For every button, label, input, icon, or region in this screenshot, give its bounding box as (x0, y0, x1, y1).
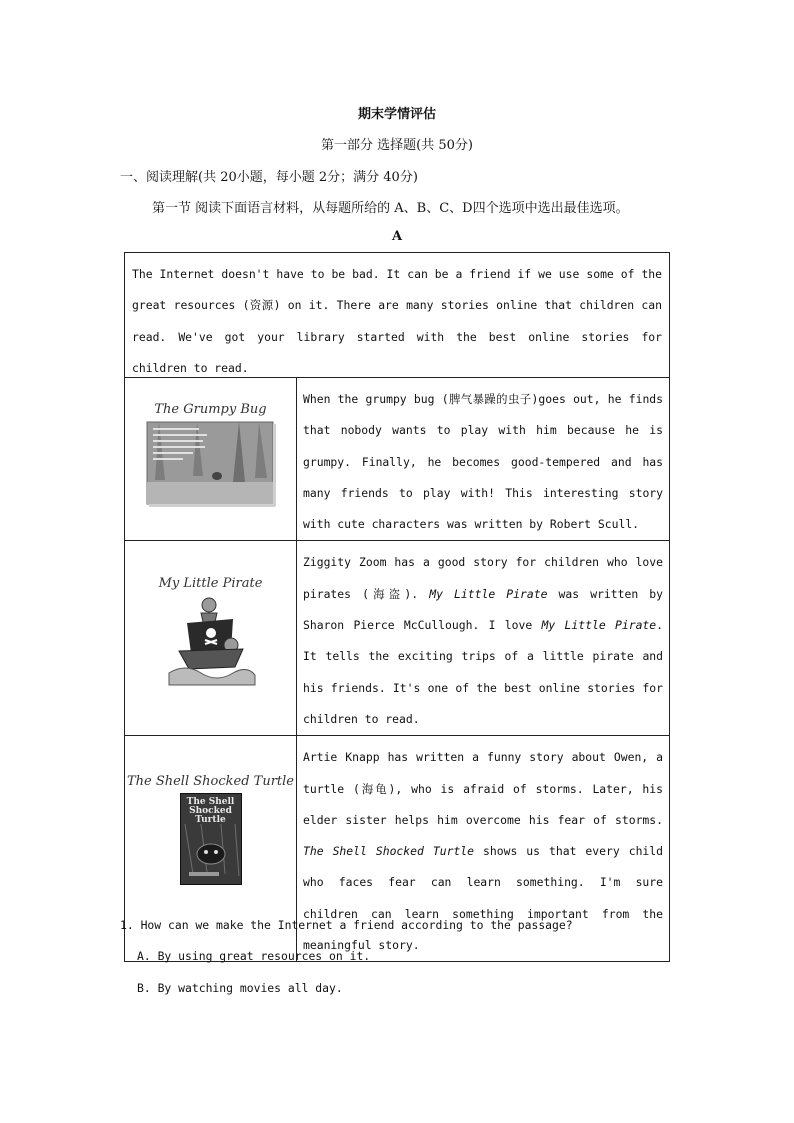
book-desc-grumpy-bug: When the grumpy bug (脾气暴躁的虫子)goes out, he finds that nobody wants to play with him because he is grumpy. Finally, he becomes good-tempered and has many friends to play with! This interesting story with cute characters was written by Robert Scull. (303, 392, 664, 532)
book-row-little-pirate (125, 541, 670, 736)
passage-letter: A (391, 229, 403, 244)
option-b[interactable]: B. By watching movies all day. (137, 981, 343, 995)
passage-intro: The Internet doesn't have to be bad. It can be a friend if we use some of the great resources (资源) on it. There are many stories online that children can read. We've got your library started with the best online stories for children to read. (132, 267, 663, 375)
passage-table (124, 252, 670, 962)
pirate-ship-image (163, 593, 259, 689)
emphasized-title: My Little Pirate (541, 618, 657, 633)
exam-title: 期末学情评估 (357, 107, 436, 122)
emphasized-title: The Shell Shocked Turtle (303, 844, 475, 859)
book-desc-little-pirate: Ziggity Zoom has a good story for children who love pirates (海盗). My Little Pirate was written by Sharon Pierce McCullough. I love My Little Pirate. It tells the exciting trips of a little pirate and his friends. It's one of the best online stories for children to read. (303, 555, 664, 726)
cover-title-text: The Shell Shocked Turtle (186, 797, 235, 826)
book-row-grumpy-bug (125, 378, 670, 541)
emphasized-title: My Little Pirate (429, 586, 548, 601)
turtle-icon (181, 824, 241, 884)
book-title-grumpy-bug: The Grumpy Bug (154, 402, 267, 417)
grumpy-bug-cover-image (145, 420, 277, 508)
book-title-shell-shocked-turtle: The Shell Shocked Turtle (126, 774, 295, 790)
turtle-cover-image (180, 793, 242, 885)
intro-row (125, 253, 670, 378)
book-title-little-pirate: My Little Pirate (158, 576, 263, 592)
instruction-text: 第一节 阅读下面语言材料，从每题所给的 A、B、C、D四个选项中选出最佳选项。 (152, 201, 629, 216)
option-a[interactable]: A. By using great resources on it. (137, 949, 371, 963)
book-desc-shell-shocked-turtle: Artie Knapp has written a funny story about Owen, a turtle (海龟), who is afraid of storms. Later, his elder sister helps him overcome his fear of storms. The Shell Shocked Turtle shows us that every child who faces fear can learn something. I'm sure children can learn something important from the meaningful story. (303, 750, 664, 953)
section-heading: 一、阅读理解(共 20小题，每小题 2分；满分 40分) (120, 170, 418, 185)
part-subtitle: 第一部分 选择题(共 50分) (321, 138, 473, 153)
question-stem: 1. How can we make the Internet a friend according to the passage? (120, 918, 573, 932)
